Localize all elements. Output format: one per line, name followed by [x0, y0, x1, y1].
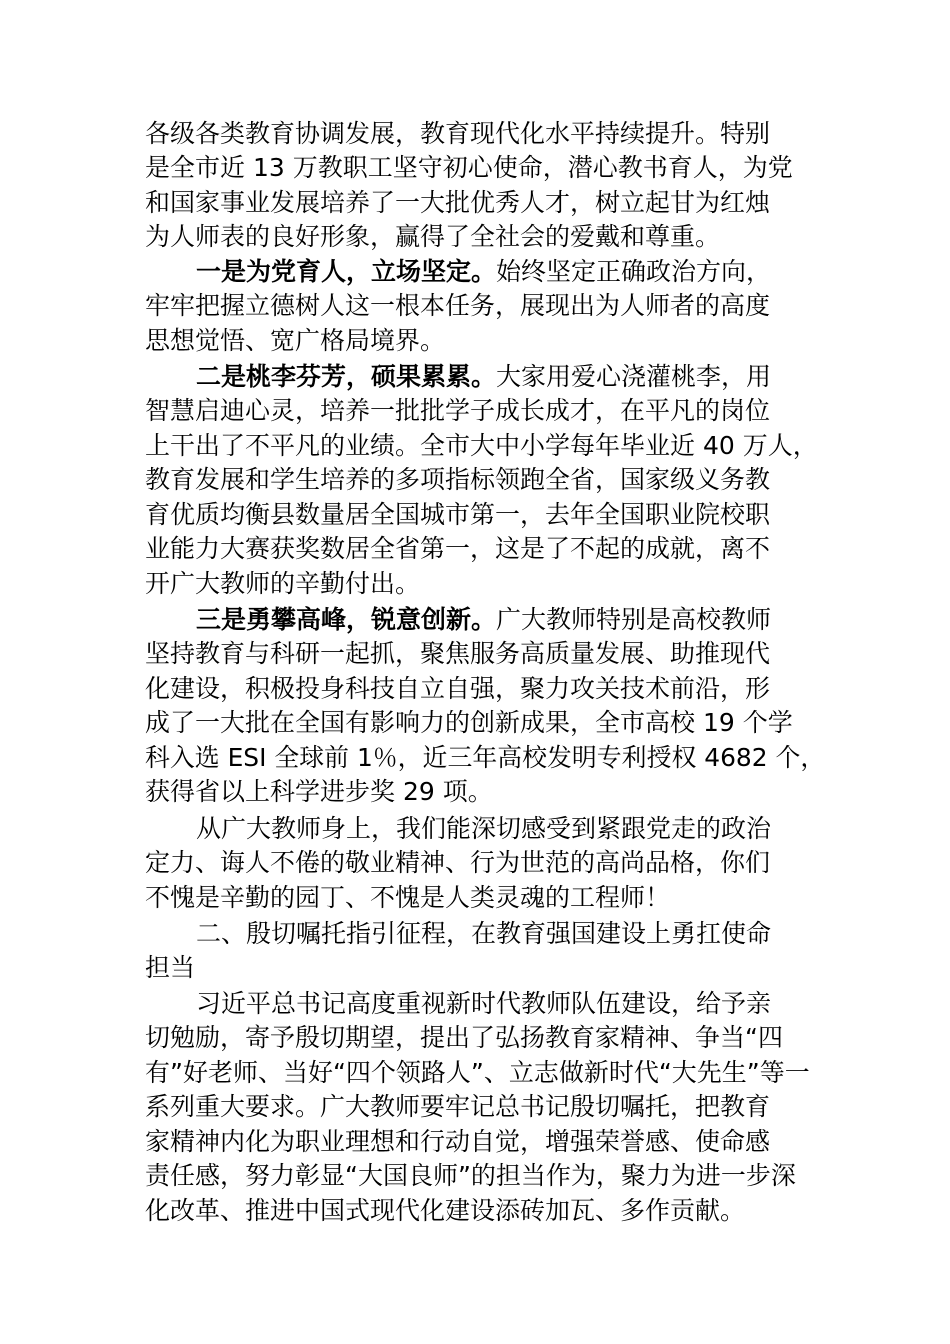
text-line: 获得省以上科学进步奖 29 项。 — [145, 777, 493, 806]
text-line: 为人师表的良好形象，赢得了全社会的爱戴和尊重。 — [145, 222, 721, 251]
text-line: 化建设，积极投身科技自立自强，聚力攻关技术前沿，形 — [145, 674, 771, 703]
text-line: 习近平总书记高度重视新时代教师队伍建设，给予亲 — [196, 989, 772, 1018]
text-line: 坚持教育与科研一起抓，聚焦服务高质量发展、助推现代 — [145, 639, 771, 668]
paragraph-first-line — [196, 603, 771, 637]
text-line: 育优质均衡县数量居全国城市第一，去年全国职业院校职 — [145, 500, 771, 529]
text-line: 切勉励，寄予殷切期望，提出了弘扬教育家精神、争当“四 — [145, 1023, 783, 1052]
section-heading-continued: 担当 — [145, 953, 196, 982]
point-heading-2: 二是桃李芬芳，硕果累累。 — [196, 362, 497, 391]
text-line: 科入选 ESI 全球前 1％，近三年高校发明专利授权 4682 个， — [145, 743, 826, 772]
text-line: 系列重大要求。广大教师要牢记总书记殷切嘱托，把教育 — [145, 1092, 771, 1121]
text-line: 有”好老师、当好“四个领路人”、立志做新时代“大先生”等一 — [145, 1058, 810, 1087]
text-line: 家精神内化为职业理想和行动自觉，增强荣誉感、使命感 — [145, 1127, 771, 1156]
point-heading-1: 一是为党育人，立场坚定。 — [196, 257, 497, 286]
text-line: 不愧是辛勤的园丁、不愧是人类灵魂的工程师！ — [145, 883, 671, 912]
section-heading: 二、殷切嘱托指引征程，在教育强国建设上勇扛使命 — [196, 919, 772, 948]
text-line: 化改革、推进中国式现代化建设添砖加瓦、多作贡献。 — [145, 1196, 746, 1225]
paragraph-first-line — [196, 255, 771, 289]
text-line: 牢牢把握立德树人这一根本任务，展现出为人师者的高度 — [145, 291, 771, 320]
text-line: 业能力大赛获奖数居全省第一，这是了不起的成就，离不 — [145, 534, 771, 563]
text-run: 始终坚定正确政治方向， — [496, 257, 772, 286]
text-line: 和国家事业发展培养了一大批优秀人才，树立起甘为红烛 — [145, 188, 771, 217]
text-line: 智慧启迪心灵，培养一批批学子成长成才，在平凡的岗位 — [145, 396, 771, 425]
text-line: 各级各类教育协调发展，教育现代化水平持续提升。特别 — [145, 119, 771, 148]
text-line: 成了一大批在全国有影响力的创新成果，全市高校 19 个学 — [145, 708, 793, 737]
text-line: 开广大教师的辛勤付出。 — [145, 569, 421, 598]
text-line: 从广大教师身上，我们能深切感受到紧跟党走的政治 — [196, 814, 772, 843]
text-run: 大家用爱心浇灌桃李，用 — [496, 362, 772, 391]
text-line: 责任感，努力彰显“大国良师”的担当作为，聚力为进一步深 — [145, 1161, 796, 1190]
text-line: 思想觉悟、宽广格局境界。 — [145, 326, 446, 355]
text-line: 教育发展和学生培养的多项指标领跑全省，国家级义务教 — [145, 465, 771, 494]
paragraph-first-line — [196, 360, 771, 394]
point-heading-3: 三是勇攀高峰，锐意创新。 — [196, 605, 497, 634]
text-line: 上干出了不平凡的业绩。全市大中小学每年毕业近 40 万人， — [145, 431, 818, 460]
text-run: 广大教师特别是高校教师 — [496, 605, 772, 634]
text-line: 是全市近 13 万教职工坚守初心使命，潜心教书育人，为党 — [145, 153, 793, 182]
text-line: 定力、诲人不倦的敬业精神、行为世范的高尚品格，你们 — [145, 848, 771, 877]
